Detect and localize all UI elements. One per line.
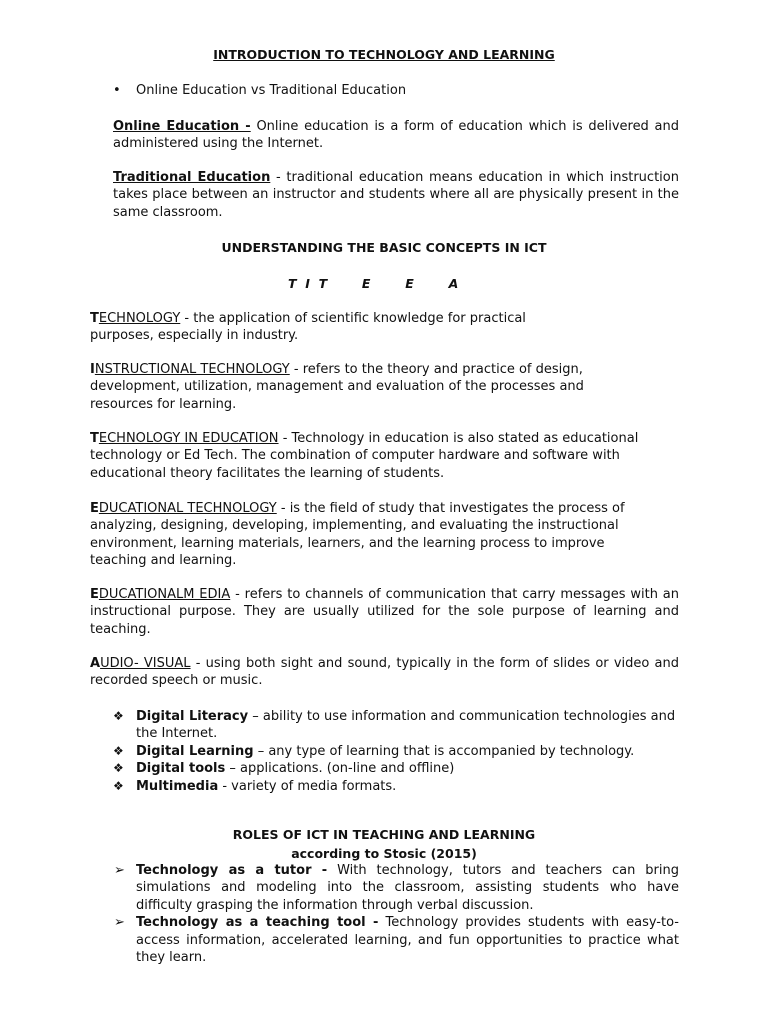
definition-text: - using both sight and sound, typically in the form of slides or video and recorded speech or music. [90,656,679,689]
diamond-bullet-icon: ❖ [113,709,124,723]
definition-audio-visual [90,655,679,690]
arrow-bullet-icon: ➢ [114,863,125,878]
traditional-education-text: - traditional education means education in which instruction takes place between an instructor and students where all are physically present in the same classroom. [113,170,679,220]
list-item-term: Digital Literacy [136,709,249,724]
section-heading-ict: UNDERSTANDING THE BASIC CONCEPTS IN ICT [221,240,547,255]
definition-instructional-technology [90,361,590,413]
definition-educational-technology [90,500,638,570]
list-item-term: Technology as a teaching tool - [136,915,379,931]
list-item-text: – ability to use information and communication technologies and the Internet. [136,709,676,742]
list-item [113,760,679,777]
traditional-education-term: Traditional Education [113,170,271,185]
list-item [113,708,679,743]
definition-text: - is the field of study that investigates the process of analyzing, designing, developing, implementing, and evaluating the instructional environment, learning materials, learners, and the learning process to improve teaching and learning. [90,501,625,569]
list-item-text: – applications. (on-line and offline) [229,761,455,777]
list-item-text: – any type of learning that is accompanied by technology. [257,743,635,759]
diamond-bullet-icon: ❖ [113,743,124,758]
definition-text: - the application of scientific knowledge for practical purposes, especially in industry. [90,311,526,344]
arrow-bullet-icon: ➢ [114,915,125,931]
list-item-text: Technology provides students with easy-to-access information, accelerated learning, and fun opportunities to practice what they learn. [136,915,679,966]
definition-text: - Technology in education is also stated as educational technology or Ed Tech. The combination of computer hardware and software with educational theory facilitates the learning of students. [90,431,639,481]
definition-text: - refers to the theory and practice of design, development, utilization, management and evaluation of the processes and resources for learning. [90,362,584,412]
definition-initial: E [90,501,99,516]
online-education-term: Online Education - [113,119,251,134]
definition-term: ECHNOLOGY IN EDUCATION [98,431,279,446]
roles-list [114,862,679,966]
definition-initial: E [90,587,99,602]
online-education-definition [113,118,679,153]
list-item [113,743,679,760]
bullet-item [113,82,683,99]
definition-term: DUCATIONALM EDIA [98,587,231,602]
list-item-term: Digital tools [136,761,226,777]
definition-initial: T [90,311,99,326]
online-education-text: Online education is a form of education which is delivered and administered using the Internet. [113,119,679,152]
definition-initial: T [90,431,99,446]
definition-term: DUCATIONAL TECHNOLOGY [98,501,277,516]
page-title: INTRODUCTION TO TECHNOLOGY AND LEARNING [213,47,555,62]
list-item [114,862,679,914]
definition-technology-in-education [90,430,640,482]
definition-term: ECHNOLOGY [98,311,181,326]
roles-subheading: according to Stosic (2015) [291,846,477,861]
list-item-text: With technology, tutors and teachers can bring simulations and modeling into the classroom, assisting students who have difficulty grasping the information through verbal discussion. [136,863,679,913]
list-item-term: Technology as a tutor - [136,863,328,878]
list-item-text: - variety of media formats. [222,778,397,794]
definition-educational-media [90,586,679,638]
list-item-term: Multimedia [136,778,219,794]
definition-initial: I [90,362,95,377]
bullet-item-text: Online Education vs Traditional Education [136,83,407,98]
list-item [114,914,679,966]
acronym-line: T I T E E A [288,276,459,291]
roles-heading: ROLES OF ICT IN TEACHING AND LEARNING [232,827,536,842]
list-item-term: Digital Learning [136,743,254,759]
bullet-dot-icon: • [113,83,121,98]
list-item [113,778,679,795]
definition-technology [90,310,548,345]
definition-initial: A [90,656,101,671]
diamond-bullet-icon: ❖ [113,761,124,776]
definition-text: - refers to channels of communication that carry messages with an instructional purpose. They are usually utilized for the sole purpose of learning and teaching. [90,587,680,637]
diamond-bullet-icon: ❖ [113,778,124,793]
traditional-education-definition [113,169,679,221]
digital-terms-list [113,708,679,795]
definition-term: NSTRUCTIONAL TECHNOLOGY [94,362,290,377]
definition-term: UDIO- VISUAL [100,656,191,671]
